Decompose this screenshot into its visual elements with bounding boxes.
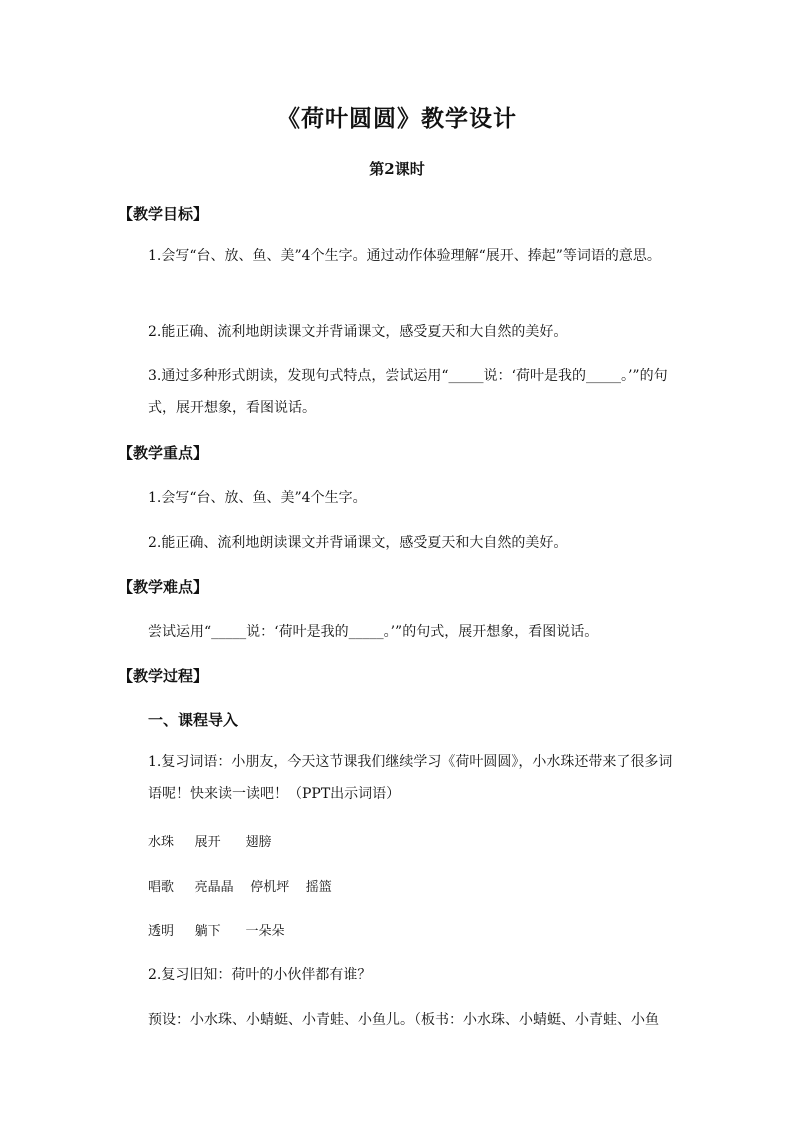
goal-item-2-text: 2.能正确、流利地朗读课文并背诵课文，感受夏天和大自然的美好。 bbox=[148, 324, 568, 340]
process-heading: 【教学过程】 bbox=[118, 667, 209, 685]
word-row-2: 唱歌 亮晶晶 停机坪 摇篮 bbox=[148, 880, 332, 895]
goal-item-2 bbox=[118, 316, 678, 348]
difficulty-text: 尝试运用“_____说：‘荷叶是我的_____。’”的句式，展开想象，看图说话。 bbox=[148, 624, 599, 640]
goal-item-1 bbox=[118, 240, 678, 272]
part1-title: 一、课程导入 bbox=[148, 711, 239, 729]
document-title: 《荷叶圆圆》教学设计 bbox=[277, 105, 517, 132]
lesson-number: 第2课时 bbox=[369, 160, 425, 178]
difficulty-heading: 【教学难点】 bbox=[118, 578, 209, 596]
review-item-1 bbox=[118, 746, 678, 810]
goal-item-1-text: 1.会写“台、放、鱼、美”4个生字。通过动作体验理解“展开、捧起”等词语的意思。 bbox=[148, 248, 661, 264]
goal-item-3 bbox=[118, 360, 678, 424]
key-point-item-2: 2.能正确、流利地朗读课文并背诵课文，感受夏天和大自然的美好。 bbox=[148, 535, 568, 551]
review-item-2: 2.复习旧知：荷叶的小伙伴都有谁？ bbox=[148, 967, 372, 983]
key-points-heading: 【教学重点】 bbox=[118, 444, 209, 462]
word-row-3: 透明 躺下 一朵朵 bbox=[148, 924, 285, 939]
key-point-item-1: 1.会写“台、放、鱼、美”4个生字。 bbox=[148, 490, 367, 506]
preset-answer: 预设：小水珠、小蜻蜓、小青蛙、小鱼儿。（板书：小水珠、小蜻蜓、小青蛙、小鱼 bbox=[148, 1012, 659, 1028]
goal-item-3-text: 3.通过多种形式朗读，发现句式特点，尝试运用“_____说：‘荷叶是我的_____。’”的句式，展开想象，看图说话。 bbox=[148, 368, 668, 416]
word-row-1: 水珠 展开 翅膀 bbox=[148, 835, 272, 850]
goals-heading: 【教学目标】 bbox=[118, 205, 209, 223]
review-item-1-text: 1.复习词语：小朋友，今天这节课我们继续学习《荷叶圆圆》，小水珠还带来了很多词语呢！快来读一读吧！（PPT出示词语） bbox=[148, 754, 673, 802]
